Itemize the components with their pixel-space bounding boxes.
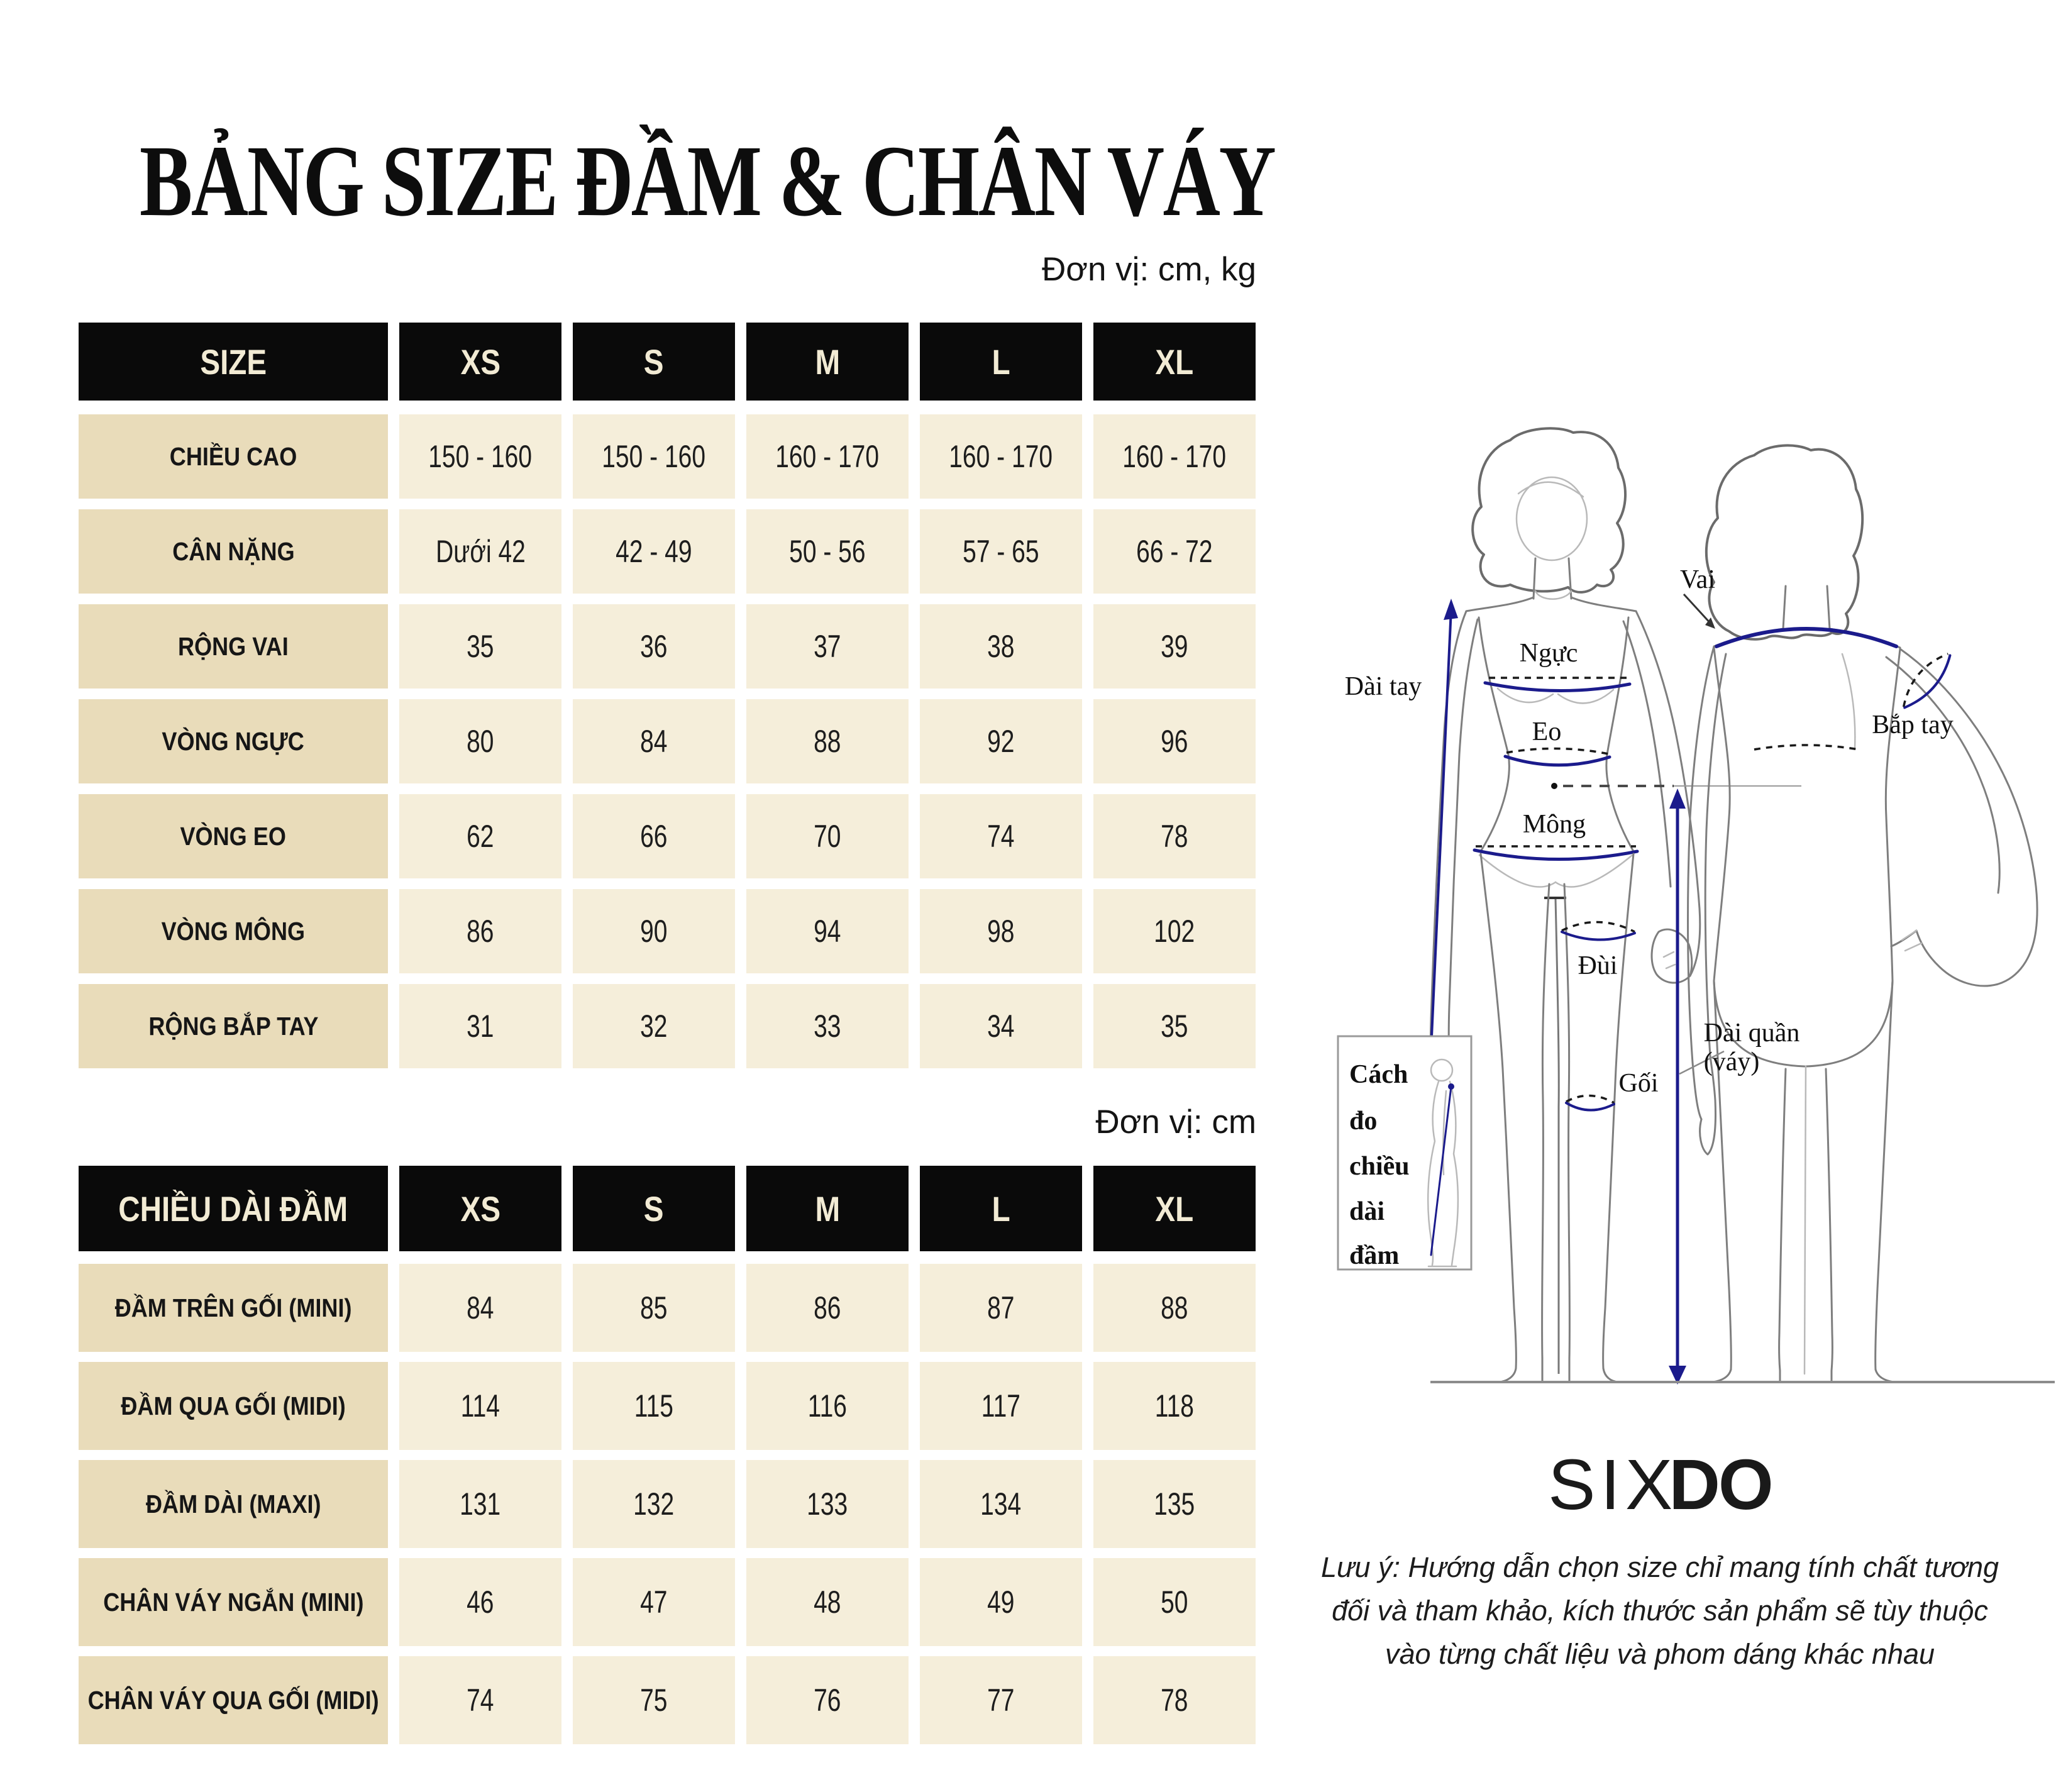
- size-table-value-cell: 57 - 65: [920, 509, 1082, 594]
- length-table-header-size: XL: [1093, 1166, 1256, 1251]
- size-table-row: [79, 794, 1256, 878]
- length-table-value-cell: 47: [573, 1558, 735, 1646]
- length-table-value-cell: 87: [920, 1264, 1082, 1352]
- disclaimer-line: Lưu ý: Hướng dẫn chọn size chỉ mang tính chất tương: [1320, 1551, 1999, 1583]
- disclaimer-note: [1308, 1546, 2012, 1676]
- size-table-value-cell: 160 - 170: [1093, 414, 1256, 499]
- length-table-row-label: ĐẦM TRÊN GỐI (MINI): [79, 1264, 388, 1352]
- length-table-value-cell: 85: [573, 1264, 735, 1352]
- logo-do: DO: [1669, 1445, 1772, 1524]
- size-table-value-cell: 35: [1093, 984, 1256, 1068]
- size-table-row: [79, 604, 1256, 689]
- length-table-value-cell: 50: [1093, 1558, 1256, 1646]
- size-table-value-cell: 74: [920, 794, 1082, 878]
- length-table-value-cell: 48: [746, 1558, 909, 1646]
- size-table-value-cell: 80: [399, 699, 561, 783]
- size-table-value-cell: 66: [573, 794, 735, 878]
- size-table-header-size: XS: [399, 323, 561, 401]
- size-table-header-size: M: [746, 323, 909, 401]
- unit-note-cm-kg: Đơn vị: cm, kg: [1041, 251, 1256, 288]
- size-table-header-size: L: [920, 323, 1082, 401]
- label-skirt-length: Dài quần: [1703, 1019, 1800, 1048]
- body-size-table: [79, 323, 1256, 1079]
- length-table-row: [79, 1656, 1256, 1744]
- size-table-row: [79, 699, 1256, 783]
- length-table-value-cell: 75: [573, 1656, 735, 1744]
- label-thigh: Đùi: [1578, 951, 1618, 980]
- size-table-value-cell: 50 - 56: [746, 509, 909, 594]
- size-table-value-cell: 33: [746, 984, 909, 1068]
- size-table-row-label: RỘNG BẮP TAY: [79, 984, 388, 1068]
- label-waist: Eo: [1532, 717, 1562, 746]
- sixdo-logo: [1496, 1444, 1823, 1525]
- length-table-value-cell: 77: [920, 1656, 1082, 1744]
- length-table-value-cell: 117: [920, 1362, 1082, 1450]
- size-table-row-label: RỘNG VAI: [79, 604, 388, 689]
- disclaimer-line: vào từng chất liệu và phom dáng khác nhau: [1384, 1638, 1935, 1670]
- size-table-value-cell: 102: [1093, 889, 1256, 973]
- guide-box-line: dài: [1349, 1197, 1385, 1226]
- label-skirt-length-2: (váy): [1703, 1048, 1760, 1076]
- length-table-row: [79, 1558, 1256, 1646]
- size-table-value-cell: 34: [920, 984, 1082, 1068]
- length-table-value-cell: 131: [399, 1460, 561, 1548]
- length-table-value-cell: 49: [920, 1558, 1082, 1646]
- size-table-value-cell: 35: [399, 604, 561, 689]
- size-table-value-cell: 37: [746, 604, 909, 689]
- size-table-row-label: VÒNG EO: [79, 794, 388, 878]
- label-hip: Mông: [1522, 810, 1586, 839]
- length-table-header-size: M: [746, 1166, 909, 1251]
- size-table-header-title: SIZE: [79, 323, 388, 401]
- length-table-row: [79, 1460, 1256, 1548]
- size-table-value-cell: 150 - 160: [399, 414, 561, 499]
- size-table-value-cell: 92: [920, 699, 1082, 783]
- length-table-value-cell: 88: [1093, 1264, 1256, 1352]
- back-figure: [1688, 445, 2038, 1382]
- guide-box-line: đo: [1349, 1107, 1378, 1136]
- disclaimer-line: đối và tham khảo, kích thước sản phẩm sẽ tùy thuộc: [1332, 1595, 1988, 1627]
- size-table-header-row: [79, 323, 1256, 401]
- size-table-row-label: VÒNG MÔNG: [79, 889, 388, 973]
- size-table-value-cell: 66 - 72: [1093, 509, 1256, 594]
- size-table-row-label: VÒNG NGỰC: [79, 699, 388, 783]
- length-table-value-cell: 84: [399, 1264, 561, 1352]
- size-table-value-cell: 70: [746, 794, 909, 878]
- guide-box-line: Cách: [1349, 1060, 1408, 1089]
- size-table-value-cell: 32: [573, 984, 735, 1068]
- body-measurement-diagram: [1289, 377, 2056, 1415]
- measure-guide-box: [1338, 1036, 1471, 1270]
- size-table-row: [79, 509, 1256, 594]
- length-table-header-size: XS: [399, 1166, 561, 1251]
- page-title: BẢNG SIZE ĐẦM & CHÂN VÁY: [140, 125, 1275, 238]
- label-sleeve-length: Dài tay: [1344, 672, 1422, 701]
- size-table-value-cell: 160 - 170: [920, 414, 1082, 499]
- size-table-row: [79, 414, 1256, 499]
- length-table-row-label: ĐẦM QUA GỐI (MIDI): [79, 1362, 388, 1450]
- size-table-value-cell: 42 - 49: [573, 509, 735, 594]
- size-table-value-cell: 160 - 170: [746, 414, 909, 499]
- size-table-header-size: S: [573, 323, 735, 401]
- size-table-value-cell: 96: [1093, 699, 1256, 783]
- size-table-row-label: CHIỀU CAO: [79, 414, 388, 499]
- label-shoulder: Vai: [1680, 565, 1715, 594]
- size-table-value-cell: 39: [1093, 604, 1256, 689]
- size-table-value-cell: 31: [399, 984, 561, 1068]
- label-bust: Ngực: [1519, 639, 1578, 668]
- size-table-value-cell: 88: [746, 699, 909, 783]
- size-table-value-cell: 86: [399, 889, 561, 973]
- length-table-header-row: [79, 1166, 1256, 1251]
- length-table-header-size: S: [573, 1166, 735, 1251]
- length-table-value-cell: 118: [1093, 1362, 1256, 1450]
- length-table-header-title: CHIỀU DÀI ĐẦM: [79, 1166, 388, 1251]
- size-table-value-cell: 94: [746, 889, 909, 973]
- length-table-header-size: L: [920, 1166, 1082, 1251]
- length-table-row-label: CHÂN VÁY QUA GỐI (MIDI): [79, 1656, 388, 1744]
- length-table-row-label: ĐẦM DÀI (MAXI): [79, 1460, 388, 1548]
- size-table-value-cell: 98: [920, 889, 1082, 973]
- length-table-row: [79, 1362, 1256, 1450]
- length-table-value-cell: 115: [573, 1362, 735, 1450]
- size-table-header-size: XL: [1093, 323, 1256, 401]
- length-table-value-cell: 132: [573, 1460, 735, 1548]
- length-table-row: [79, 1264, 1256, 1352]
- size-table-value-cell: 78: [1093, 794, 1256, 878]
- length-table-value-cell: 76: [746, 1656, 909, 1744]
- length-table-value-cell: 86: [746, 1264, 909, 1352]
- size-table-value-cell: 36: [573, 604, 735, 689]
- size-table-row: [79, 889, 1256, 973]
- size-table-value-cell: 150 - 160: [573, 414, 735, 499]
- label-upper-arm: Bắp tay: [1872, 711, 1954, 739]
- size-table-value-cell: 84: [573, 699, 735, 783]
- size-table-value-cell: 62: [399, 794, 561, 878]
- length-table-value-cell: 74: [399, 1656, 561, 1744]
- length-table-value-cell: 114: [399, 1362, 561, 1450]
- length-table-value-cell: 134: [920, 1460, 1082, 1548]
- dress-length-table: [79, 1166, 1256, 1754]
- size-table-value-cell: 90: [573, 889, 735, 973]
- length-table-value-cell: 135: [1093, 1460, 1256, 1548]
- guide-box-line: đầm: [1349, 1241, 1400, 1270]
- size-table-value-cell: Dưới 42: [399, 509, 561, 594]
- length-table-value-cell: 46: [399, 1558, 561, 1646]
- length-table-value-cell: 116: [746, 1362, 909, 1450]
- size-table-row-label: CÂN NẶNG: [79, 509, 388, 594]
- length-table-value-cell: 133: [746, 1460, 909, 1548]
- size-table-row: [79, 984, 1256, 1068]
- unit-note-cm: Đơn vị: cm: [1095, 1103, 1256, 1141]
- label-knee: Gối: [1618, 1069, 1659, 1098]
- length-table-value-cell: 78: [1093, 1656, 1256, 1744]
- logo-six: SIX: [1548, 1445, 1678, 1524]
- guide-box-line: chiều: [1349, 1152, 1410, 1181]
- size-table-value-cell: 38: [920, 604, 1082, 689]
- length-table-row-label: CHÂN VÁY NGẮN (MINI): [79, 1558, 388, 1646]
